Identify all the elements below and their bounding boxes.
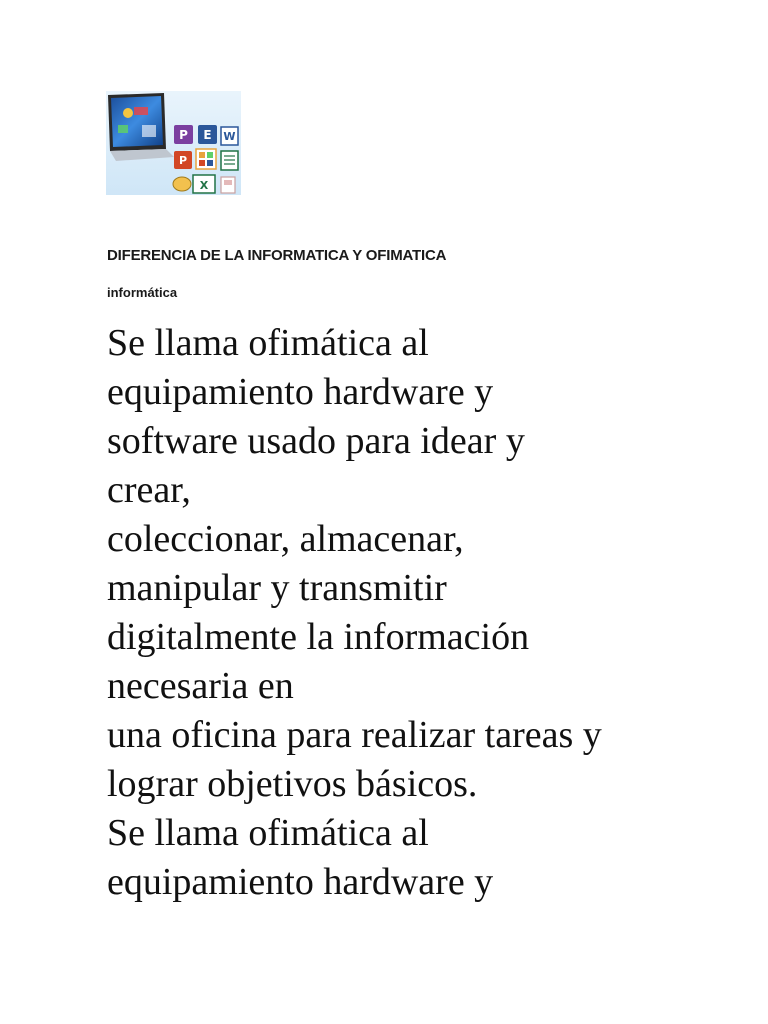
- svg-text:P: P: [178, 154, 188, 167]
- svg-text:P: P: [179, 128, 188, 142]
- body-line: digitalmente la información: [107, 616, 530, 658]
- svg-text:W: W: [223, 130, 236, 143]
- body-line: crear,: [107, 469, 191, 511]
- office-apps-icon: [106, 91, 241, 195]
- document-heading: DIFERENCIA DE LA INFORMATICA Y OFIMATICA: [107, 247, 447, 264]
- body-line: Se llama ofimática al: [107, 322, 429, 364]
- svg-text:X: X: [199, 179, 209, 192]
- body-line: necesaria en: [107, 665, 294, 707]
- body-line: manipular y transmitir: [107, 567, 447, 609]
- body-line: una oficina para realizar tareas y: [107, 714, 602, 756]
- office-suite-logo: [106, 91, 241, 195]
- body-paragraph: [107, 319, 747, 907]
- body-line: coleccionar, almacenar,: [107, 518, 464, 560]
- svg-text:E: E: [203, 128, 212, 142]
- body-line: software usado para idear y: [107, 420, 525, 462]
- body-line: lograr objetivos básicos.: [107, 763, 478, 805]
- body-line: Se llama ofimática al: [107, 812, 429, 854]
- body-line: equipamiento hardware y: [107, 861, 494, 903]
- document-subheading: informática: [107, 285, 178, 300]
- body-line: equipamiento hardware y: [107, 371, 494, 413]
